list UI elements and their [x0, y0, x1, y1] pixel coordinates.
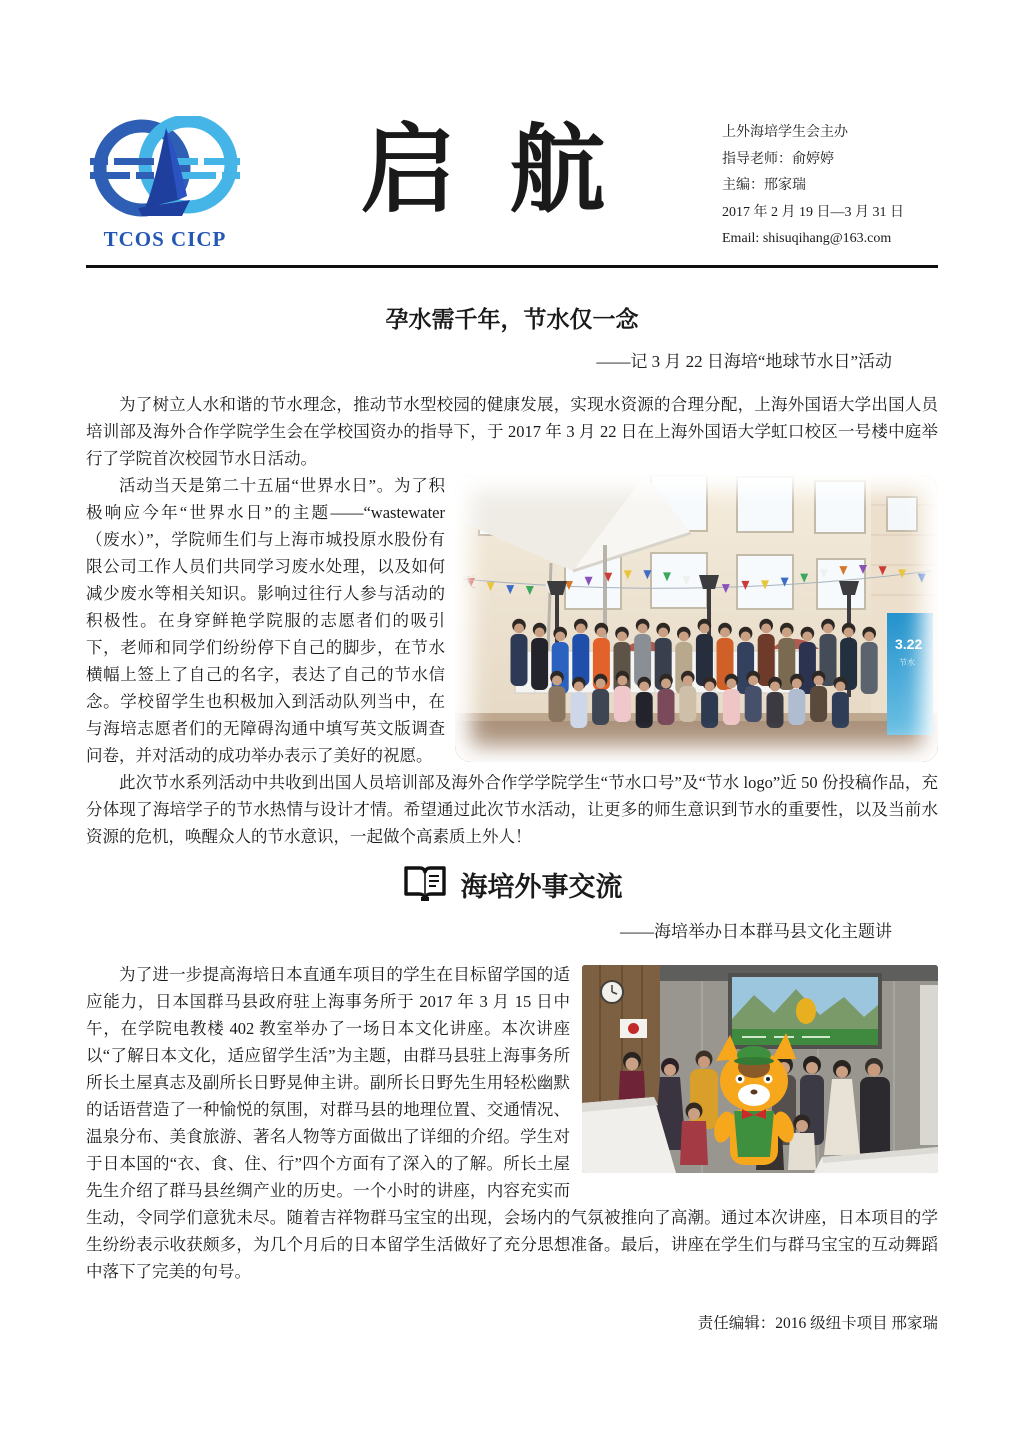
- newsletter-title: 启航: [360, 117, 659, 224]
- article2-heading: [86, 865, 938, 904]
- banner-date-text: 3.22: [895, 635, 923, 652]
- event-banner: [887, 613, 933, 735]
- group-photo-illustration: [455, 475, 938, 762]
- lecture-photo-illustration: [582, 965, 938, 1173]
- publisher-line: 上外海培学生会主办: [722, 125, 848, 140]
- japan-flag: [620, 1019, 647, 1038]
- masthead: [86, 116, 938, 253]
- gunma-lecture-photo: [582, 965, 938, 1173]
- article1-subtitle: ——记 3 月 22 日海培“地球节水日”活动: [596, 351, 892, 371]
- water-day-group-photo: [455, 475, 938, 762]
- logo-text: TCOS CICP: [103, 227, 227, 251]
- email-line: Email: shisuqihang@163.com: [722, 231, 892, 246]
- whiteboard-edge: [920, 985, 938, 1145]
- organization-logo: [86, 116, 244, 252]
- article1-paragraph: 此次节水系列活动中共收到出国人员培训部及海外合作学学院学生“节水口号”及“节水 logo”近 50 份投稿作品，充分体现了海培学子的节水热情与设计才情。希望通过此次节水活动，让更多的师生意识到节水的重要性，以及当前水资源的危机，唤醒众人的节水意识，一起做个高素质上外人！: [86, 772, 938, 846]
- advisor-line: 指导老师：俞婷婷: [722, 151, 834, 167]
- editor-credit: 责任编辑：2016 级纽卡项目 邢家瑞: [697, 1314, 938, 1332]
- article1-paragraph: 为了树立人水和谐的节水理念，推动节水型校园的健康发展，实现水资源的合理分配，上海外国语大学出国人员培训部及海外合作学院学生会在学校国资办的指导下，于 2017 年 3 月 22 日在上海外国语大学虹口校区一号楼中庭举行了学院首次校园节水日活动。: [86, 394, 938, 468]
- banner-caption-text: 节水: [899, 657, 915, 667]
- ground-edge: [455, 713, 938, 721]
- masthead-divider: [86, 265, 938, 268]
- article1-title: 孕水需千年，节水仅一念: [385, 306, 639, 332]
- article2-title: 海培外事交流: [460, 871, 623, 902]
- masthead-info: [722, 116, 938, 253]
- logo-rings-sailboat-icon: [90, 116, 240, 224]
- open-book-icon: [402, 865, 448, 903]
- article2-paragraph: 为了进一步提高海培日本直通车项目的学生在目标留学国的适应能力，日本国群马县政府驻上海事务所于 2017 年 3 月 15 日中午，在学院电教楼 402 教室举办了一场日本文化讲座。本次讲座以“了解日本文化，适应留学生活”为主题，由群马县驻上海事务所所长土屋真志及副所长日野晃伸主讲。副所长日野先生用轻松幽默的话语营造了一种愉悦的氛围，对群马县的地理位置、交通情况、温泉分布、美食旅游、著名人物等方面做出了详细的介绍。学生对于日本国的“衣、食、住、行”四个方面有了深入的了解。所长土屋先生介绍了群马县丝绸产业的历史。一个小时的讲座，内容充实而生动，令同学们意犹未尽。随着吉祥物群马宝宝的出现，会场内的气氛被推向了高潮。通过本次讲座，日本项目的学生纷纷表示收获颇多，为几个月后的日本留学生活做好了充分思想准备。最后，讲座在学生们与群马宝宝的互动舞蹈中落下了完美的句号。: [86, 964, 938, 1281]
- chief-editor-line: 主编：邢家瑞: [722, 178, 806, 193]
- article1-body: [86, 391, 938, 850]
- issue-date-line: 2017 年 2 月 19 日—3 月 31 日: [722, 204, 904, 220]
- obscured-text-fragment: 天: [461, 574, 477, 591]
- right-wing-window: [887, 497, 917, 531]
- article1-paragraph: 活动当天是第二十五届“世界水日”。为了积极响应今年“世界水日”的主题——“wastewater（废水）”，学院师生们与上海市城投原水股份有限公司工作人员们共同学习废水处理，以及如何减少废水等相关知识。影响过往行人参与活动的积极性。在身穿鲜艳学院服的志愿者们的吸引下，老师和同学们纷纷停下自己的脚步，在节水横幅上签上了自己的名字，表达了自己的节水信念。学校留学生也积极加入到活动队列当中，在与海培志愿者们的无障碍沟通中填写英文版调查问卷，并对活动的成功举办表示了美好的祝愿。: [86, 475, 445, 765]
- article2-body: [86, 961, 938, 1285]
- article2-subtitle: ——海培举办日本群马县文化主题讲: [620, 921, 892, 941]
- projection-screen: [728, 973, 882, 1049]
